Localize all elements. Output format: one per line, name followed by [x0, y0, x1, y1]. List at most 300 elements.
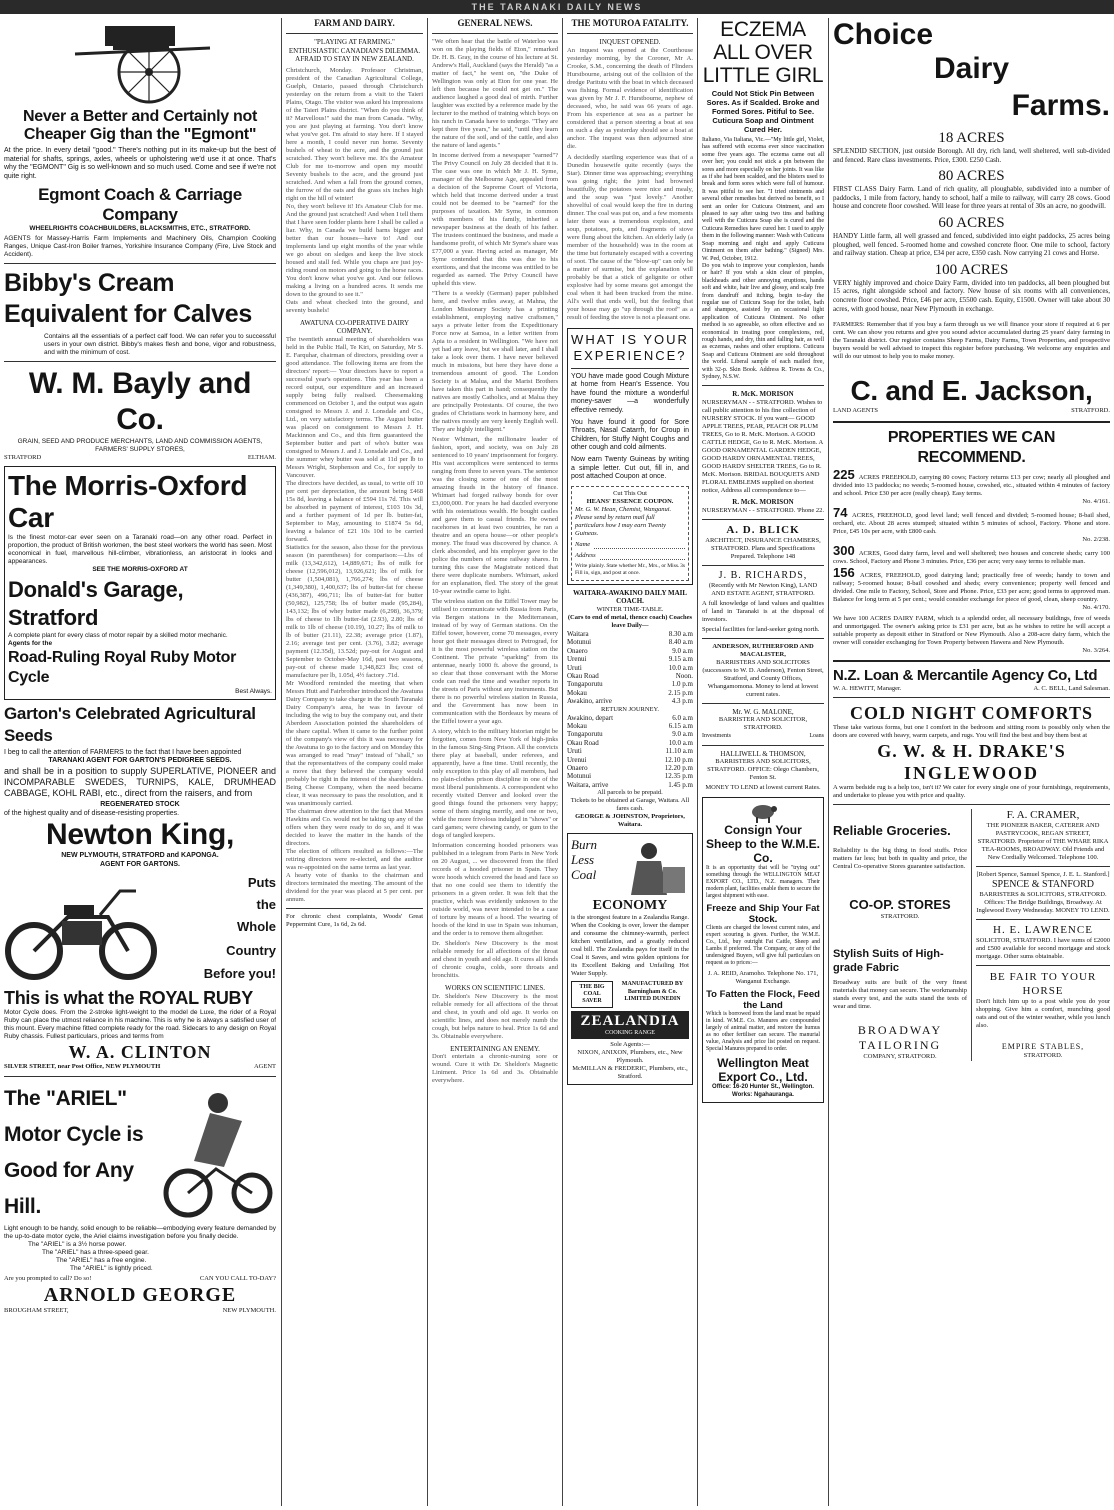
royal-ruby-advert	[4, 871, 276, 987]
timetable-row	[567, 747, 693, 755]
news-paragraph: In income derived from a newspaper "earned"? The Privy Council on July 28 decided that it is. The case was one in which Mr J. H. Syme, manager of the Melbourne Age, appealed from a decision of the Supreme Court of Victoria, which held that income derived under a trust could not be deemed to be "earned" for the purposes of taxation. Mr Syme, in common with members of his family, inherited a newspaper business at the death of his father. The trustees continued the business, and made a handsome profit, of which Mr Syme's share was £77,000 a year. Having acted as manager, Mr Syme contended that this was due to his exertions, and that the income was entitled to be regarded as earned. The Privy Council have upheld this view.	[432, 152, 558, 287]
sheep-icon	[748, 801, 778, 823]
timetable-row	[567, 664, 693, 672]
timetable-row	[567, 764, 693, 772]
fa-body: THE PIONEER BAKER, CATERER AND PASTRYCOOK, REGAN STREET, STRATFORD. Proprietor of THE WHARE RIKA TEA-ROOMS, BROADWAY. Old Friends and New Cordially Welcomed. Telephone 100.	[977, 821, 1109, 861]
clinton-agent: AGENT	[253, 1063, 276, 1071]
ariel-title: The "ARIEL" Motor Cycle is Good for Any Hill.	[4, 1086, 144, 1218]
timetable-row	[567, 697, 693, 705]
property-acres: 74	[833, 504, 853, 520]
timetable-stop: Okau Road	[567, 738, 599, 747]
reid-buyer: J. A. REID, Aramoho. Telephone No. 171, Wanganui Exchange.	[707, 970, 819, 986]
timetable-row	[567, 714, 693, 722]
timetable-stop: Motunui	[567, 772, 592, 781]
clinton-name: W. A. CLINTON	[68, 1042, 212, 1063]
garton-regen: REGENERATED STOCK	[100, 800, 180, 808]
article-paragraph: An inquest was opened at the Courthouse yesterday morning, by the Coroner, Mr A. Crooke, S.M., concerning the death of Flinders Hurstbourne, arising out of the collision of the dredge Paritutu with the boat in which deceased was fishing. Formal evidence of identification was given by Mr J. F. Hurstbourne, nephew of deceased, who, he said was 66 years of age. From his experience at sea as a partner he considered that a person steering a boat at sea on such a day as yesterday should see a boat at anchor. The inquest was then adjourned sine die.	[567, 46, 693, 150]
news-paragraph: Information concerning hooded prisoners was published in a telegram from Paris in New York on 20 August, ... we discovered from the filed records of a hooded prisoner in Spain. They wore hoods which covered the head and face so that no one could see them to identify the prisoners in a given order. It was felt that the practice, which was evidently unknown to the outside world, was never intended to be a case of torture by means of a hood. The wearing of hoods of the kind in use in Spain was inhuman, and the order is to remove them altogether.	[432, 842, 558, 937]
bibby-title: Bibby's Cream Equivalent for Calves	[4, 269, 252, 329]
egmont-name: Egmont Coach & Carriage Company	[38, 185, 242, 225]
article-paragraph: Statistics for the season, also those for the previous season (in parentheses) for comparison:—Lbs of milk (13,342,612), 14,889,671; lbs of milk for cheese (12,596,012), 13,926,621; lbs of milk for butter (1,504,081), 1,766,274; lbs of cheese (1,349,380), 1,400,637; lbs of butter-fat for cheese (436,387), 496,711; lbs of butter-fat for butter (50,982), 125,758; lbs of butter made (95,284), 143,132; lbs of whey butter made (6,298), 36,379; lbs of cheese to 1lb butter-fat (2.93), 2.80; lbs of milk to 1lb of cheese (10.19), 10.27; lbs of milk to lb of butter (21.11), 22.38; average price (1.87), 2.16; average test per cent. (3.76), 3.82; average payment (12.35d), 13.52d; pay-out for August and September to October-May 16d, past two seasons, pay-out of cheese made 1,348,823 lbs; cost of manufacture per lb, 1.05d, 4½ factory .71d.	[286, 543, 423, 679]
article-subheading: ENTHUSIASTIC CANADIAN'S DILEMMA.	[288, 46, 421, 55]
arnold-name: ARNOLD GEORGE	[43, 1284, 237, 1307]
property-acres: 225	[833, 466, 859, 482]
egmont-sub: WHEELRIGHTS COACHBUILDERS, BLACKSMITHS, ETC., STRATFORD.	[29, 225, 251, 233]
what-body: YOU have made good Cough Mixture at home from Hean's Essence. You have found the mixture a wonderful money-saver —a wonderfully effective remedy.	[571, 372, 689, 414]
timetable-row	[567, 689, 693, 697]
donald-agents: Agents for the	[8, 639, 53, 647]
article-paragraph: The twentieth annual meeting of shareholders was held in the Public Hall, Te Kiri, on Saturday, Mr S. E. Farquhar, chairman of directors, presiding over a good attendance. The following items are from the directors' report:— Your directors have to report a successful year's operations. This year has been a record output, our expenditure and an increased supply being fully realised. Cheesemaking commenced on October 1, and the output was again consigned to Messrs J. and J. Lonsdale and Co., Ltd., on very satisfactory terms. The August butter was placed on consignment to Messrs J. H. Mackinnon and Co., and this firm guaranteed the September butter and part of who's butter was consigned to Messrs J. and J. Lonsdale and Co., and the summer whey butter was sold at 11d per lb to Messrs Wright, Stephenson and Co., for supply to Vancouver.	[286, 335, 423, 479]
consign-body: It is an opportunity that will be "trying out" something through the WELLINGTON MEAT EXPORT CO., LTD., N.Z. managers. Their modern plant, facilities enable them to secure the largest shipment with ease.	[706, 865, 820, 900]
royal-ruby-tagline: Road-Ruling Royal Ruby Motor Cycle	[8, 648, 237, 686]
divider	[833, 804, 1110, 805]
arnold-town: NEW PLYMOUTH.	[222, 1307, 276, 1315]
stylish-body: Broadway suits are built of the very finest materials that money can secure. The workmanship stands every test, and the suits stand the tests of wear and time.	[833, 978, 967, 1010]
reliable-body: Reliability is the big thing in food stuffs. Price matters far less; but both in quality and price, the Central Co-operative Stores guarantee satisfaction.	[833, 846, 967, 870]
ariel-model: The "ARIEL" has a free engine.	[56, 1256, 147, 1264]
properties-title: PROPERTIES WE CAN RECOMMEND.	[887, 428, 1056, 466]
wme-title: Wellington Meat Export Co., Ltd.	[717, 1056, 809, 1085]
divider	[833, 697, 1110, 698]
farm-acres: 80 ACRES	[938, 168, 1005, 185]
news-paragraph: Don't entertain a chronic-nursing sore or wound. Cure it with Dr. Sheldon's Magnetic Liniment. Price 1s 6d and 3s. Obtainable everywhere.	[432, 1053, 558, 1085]
coach-foot: Tickets to be obtained at Garage, Waitara. All fares cash.	[570, 797, 690, 813]
newton-towns: NEW PLYMOUTH, STRATFORD and KAPONGA.	[61, 852, 219, 860]
timetable-stop: Onaero	[567, 646, 588, 655]
coop-town: STRATFORD.	[880, 912, 920, 920]
garton-agent: TARANAKI AGENT FOR GARTON'S PEDIGREE SEEDS.	[48, 757, 232, 765]
property-reference: No. 3/264.	[1082, 646, 1110, 654]
blick-body: ARCHITECT, INSURANCE CHAMBERS, STRATFORD. Plans and Specifications Prepared. Telephone 148	[705, 536, 821, 560]
richards-body: A full knowledge of land values and qualities of land in Taranaki is at the disposal of investors.	[702, 599, 824, 623]
news-heading: ENTERTAINING AN ENEMY.	[450, 1044, 540, 1053]
morison-title: R. McK. MORISON	[732, 498, 794, 506]
economy-badge: THE BIG COAL SAVER	[571, 981, 613, 1008]
heans-essence-advert	[567, 328, 693, 585]
timetable-row	[567, 730, 693, 738]
property-listing	[833, 504, 1110, 544]
economy-body: is the strongest feature in a Zealandia Range. When the Cooking is over, lower the damper and consume the chimney-warmth, perfect kitchen ventilation, and a greatly reduced coal bill. The Zealandia pays for itself in the Coal it Saves, and wins golden opinions for its Excellent Baking and Unfailing Hot Water Supply.	[571, 914, 689, 978]
column-1	[4, 18, 276, 1506]
blick-name: A. D. BLICK	[726, 523, 800, 536]
eczema-body: Do you wish to improve your complexion, hands or hair? If you wish a skin clear of pimples, blackheads and other annoying eruptions, hands soft and white, hair live and glossy, and scalp free from dandruff and itching, begin to-day the regular use of Cuticura Soap for the toilet, bath and shampoo, assisted by an occasional light application of Cuticura Ointment. No other method is so agreeable, so often effective and so economical in treating poor complexions, red, rough hands, and dry, thin and falling hair, as well as eczemas, rashes and other eruptions. Cuticura Soap and Cuticura Ointment are sold throughout the world. Liberal sample of each mailed free, with 32-p. Skin Book. Address R. Towns & Co., Sydney, N.S.W.	[702, 262, 824, 380]
arnold-street: BROUGHAM STREET,	[4, 1307, 69, 1315]
ariel-model: The "ARIEL" is lightly priced.	[70, 1264, 153, 1272]
eczema-sub: Could Not Stick Pin Between Sores. As if Scalded. Broke and Formed Sores. Pitiful to See. Cuticura Soap and Ointment Cured Her.	[706, 89, 820, 134]
coupon-address-field[interactable]	[575, 552, 685, 560]
masthead-title: THE TARANAKI DAILY NEWS	[471, 2, 643, 12]
property-listing	[833, 564, 1110, 612]
timetable-time: 9.15 a.m	[668, 655, 693, 664]
article-paragraph: Christchurch, Monday. Professor Christman, president of the Canadian Agricultural College, Guelph, Ontario, passed through Christchurch yesterday on the return from a visit to the Taieri Plains, Otago. The visitor was asked his impressions of the Taieri Plains district. "When do you think of it? Marvellous!" said the man from Canada. "Why, you are just playing at farming. You don't know what you've got. I'm afraid to stay here. If I stayed here a month, I could never run home. Seventy bushels of wheat to the acre, and the ground just scratched. They won't believe me. It's the Amateur Club for me to-morrow and open my mouth! Seventy bushels to the acre, and the ground just scratched. And when a fall from the ground comes, the furrow of the oats and the grass six inches high right on the hill of winter!	[286, 66, 423, 202]
coupon-to: Mr. G. W. Hean, Chemist, Wanganui.	[575, 505, 672, 513]
wme-advert	[702, 797, 824, 1103]
article-paragraph: Mr Woodford reminded the meeting that when Messrs Hutt and Fairbrother introduced the Awatuna Dairy Company to take charge in the South Taranaki Dairy Company's area, he was in favour of including the wig to buy the company out, and their Aberdeen Association pointed the shareholders of the share capital. When it came to the further point of the company's view of this it was necessary for the Awatuna to go to the factory and on Monday this was arranged to read "may" instead of "shall," so that the representatives of the company could make a move that they believed the company would probably be right in the interest of the shareholders. Being Cheese Company, when the need became clear, it was necessary to pass the resolution, and it was unanimously carried.	[286, 679, 423, 807]
bayly-town-eltham: ELTHAM.	[247, 454, 276, 462]
timetable-row	[567, 647, 693, 655]
news-paragraph: "We often hear that the battle of Waterloo was won on the playing fields of Eton," remarked Dr. H. B. Gray, in the course of his lecture at St. Andrew's Hall, Auckland (says the Herald) "as a matter of fact," he went on, "the Duke of Wellington was only at Eton for one year. He left then because he could not get on." The audience laughed a good deal of mirth. Further laughter was excited by a reference made by the lecturer to the method of training which boys on his ranch in Canada have to undergo. "They are kept there five years," he said, "until they learn the nature of the soil, and of the cattle, and also the nature of land agents."	[432, 38, 558, 149]
newton-title: Newton King,	[45, 818, 235, 852]
zealandia-sub: COOKING RANGE	[605, 1030, 655, 1037]
bayly-title: W. M. Bayly and Co.	[28, 367, 252, 437]
stove-figure-icon	[611, 837, 687, 897]
article-heading: "PLAYING AT FARMING."	[314, 38, 395, 46]
timetable-time: Noon.	[675, 671, 693, 680]
empire-stables: EMPIRE STABLES,	[1001, 1041, 1085, 1051]
heans-coupon[interactable]	[571, 486, 689, 581]
timetable-time: 10.0 a.m	[668, 663, 693, 672]
moto-word: Before you!	[203, 966, 276, 982]
horse-body: Don't hitch him up to a post while you do your shopping. Give him a comfort, munching good oats and out of the winter weather, while you lunch also.	[976, 997, 1110, 1029]
morris-donald-advert	[4, 466, 276, 700]
bayly-sub: GRAIN, SEED AND PRODUCE MERCHANTS, LAND AND COMMISSION AGENTS, FARMERS' SUPPLY STORES,	[17, 438, 263, 454]
property-acres: 156	[833, 564, 860, 580]
property-text: 74 ACRES, FREEHOLD, good level land; well fenced and divided; 5-roomed house; 8-bail shed, orchard, etc. About 28 acres stumped; situated within 5 minutes of school, Factory. 'Phone and store. Price, £45 10s per acre, with £800 cash.	[833, 504, 1110, 535]
column-rule	[281, 18, 282, 1506]
garton-body-1: I beg to call the attention of FARMERS to the fact that I have been appointed	[4, 748, 242, 756]
empire-town: STRATFORD.	[1023, 1051, 1063, 1059]
timetable-stop: Okau Road	[567, 671, 599, 680]
reliable-title: Reliable Groceries.	[833, 822, 951, 838]
farm-description: HANDY Little farm, all well grassed and fenced, subdivided into eight paddocks, 25 acres being ploughed, well fenced. 5-roomed home and cowshed concrete floor. One mile to school, factory and railway station. Cheap at price, £34 per acre, £350 cash. Now carrying 21 cows and Horse.	[833, 231, 1110, 258]
bayly-town-stratford: STRATFORD	[4, 454, 42, 462]
farm-description: VERY highly improved and choice Dairy Farm, divided into ten paddocks, all been ploughed but 15 acres, right alongside school and factory. New house of six rooms with all conveniences, concrete floor cowshed. Price, £46 per acre, £5500 cash. Equity, £1500. Owner will take about 30 acres, with good house, near New Plymouth in exchange.	[833, 278, 1110, 313]
moturoa-title: THE MOTUROA FATALITY.	[571, 18, 689, 28]
nz-loan-title: N.Z. Loan & Mercantile Agency Co, Ltd	[833, 666, 1098, 684]
column-3	[432, 18, 558, 1506]
burn-word: Burn	[571, 837, 597, 853]
what-title: WHAT IS YOUR EXPERIENCE?	[571, 331, 689, 363]
divider	[432, 33, 558, 34]
article-paragraph: Oats and wheat checked into the ground, and seventy bushels!	[286, 298, 423, 314]
clinton-address: SILVER STREET, near Post Office, NEW PLYMOUTH	[4, 1063, 161, 1071]
divider	[702, 519, 824, 520]
divider	[702, 565, 824, 566]
coupon-address-label: Address	[575, 551, 596, 559]
property-acres: 300	[833, 542, 859, 558]
divider	[976, 919, 1110, 920]
column-rule	[697, 18, 698, 1506]
donald-body: A complete plant for every class of motor repair by a skilled motor mechanic.	[8, 631, 228, 639]
jackson-town: STRATFORD.	[1071, 407, 1110, 415]
property-listing	[833, 466, 1110, 506]
divider	[976, 965, 1110, 966]
coach-note: (Cars to end of metal, thence coach) Coaches leave Daily—	[567, 613, 693, 629]
timetable-stop: Waitara, arrive	[567, 780, 609, 789]
timetable-stop: Awakino, arrive	[567, 697, 612, 706]
timetable-time: 9.0 a.m	[672, 730, 693, 739]
news-paragraph: The wireless station on the Eiffel Tower may be utilised to communicate with Russia from Paris, via Bergen stations in the Mediterranean, instead of by way of German stations. On the Eiffel tower, however, come 70 messages, every hour got their messages direct to Petrograd, for it is the most powerful wireless station on the Continent. The private "sparking" from its antennae, nearly 1000 ft. above the ground, is so clear that those conversant with the Morse code can read the time and weather reports in the streets of Paris without any instruments. But there is no powerful wireless station in Russia, and the Government has now been in communication with the Bordeaux by means of the Eiffel tower a year ago.	[432, 598, 558, 725]
choice-word: Choice	[833, 18, 934, 51]
timetable-stop: Motunui	[567, 638, 592, 647]
divider	[833, 421, 1110, 423]
timetable-time: 9.0 a.m	[672, 646, 693, 655]
coach-outbound-table	[567, 630, 693, 706]
lawrence-body: SOLICITOR, STRATFORD. I have sums of £2000 and £500 available for second mortgage and stock mortgage. Other sums obtainable.	[976, 936, 1110, 960]
richards-foot: Special facilities for land-seeker going north.	[702, 625, 820, 633]
timetable-row	[567, 630, 693, 638]
farm-acres: 100 ACRES	[934, 261, 1009, 278]
timetable-row	[567, 772, 693, 780]
article-heading: INQUEST OPENED.	[599, 38, 661, 46]
ariel-body: Light enough to be handy, solid enough to be reliable—embodying every feature demanded by the up-to-date motor cycle, the Ariel claims investigation before you finally decide.	[4, 1224, 276, 1240]
morris-see: SEE THE MORRIS-OXFORD AT	[92, 565, 188, 573]
article-footnote: For chronic chest complaints, Woods' Great Peppermint Cure, 1s 6d, 2s 6d.	[286, 912, 423, 928]
what-body: You have found it good for Sore Throats, Nasal Catarrh, for Croup in Children, for Stuffy Night Coughs and other cough and cold ailments.	[571, 418, 689, 452]
divider	[4, 1076, 276, 1077]
moto-word: Whole	[237, 919, 276, 935]
coupon-name-field[interactable]	[575, 541, 685, 549]
jackson-title: C. and E. Jackson,	[850, 375, 1093, 407]
moto-word: Country	[226, 943, 276, 959]
malone-investments: Investments	[702, 733, 731, 740]
property-listing	[833, 615, 1110, 655]
zealandia-brand: ZEALANDIA	[580, 1013, 680, 1030]
article-subheading: AFRAID TO STAY IN NEW ZEALAND.	[295, 55, 414, 64]
timetable-time: 2.15 p.m	[668, 688, 693, 697]
ariel-question-1: Are you prompted to call? Do so!	[4, 1274, 92, 1282]
timetable-time: 10.0 a.m	[668, 738, 693, 747]
morison-title: R. McK. MORISON	[732, 390, 794, 399]
timetable-stop: Urenui	[567, 655, 587, 664]
property-text: 156 ACRES, FREEHOLD, good dairying land; practically free of weeds; handy to town and railway; 5-roomed house; 8-bail cowshed and sheds; every convenience; property well fenced and divided. One mile to Factory, School, Store and Phone. Price, £33 per acre; good terms to approved man. Balance for long term at 5 per cent.; would consider exchange for piece of good, clean, sheep country.	[833, 564, 1110, 603]
masthead-strip	[0, 0, 1114, 14]
property-listing	[833, 542, 1110, 566]
richards-body: (Recently with Mr Newton King), LAND AND ESTATE AGENT, STRATFORD.	[708, 581, 818, 597]
timetable-stop: Onaero	[567, 764, 588, 772]
garton-body-3: of the highest quality and of disease-resisting properties.	[4, 809, 180, 817]
timetable-stop: Mokau	[567, 688, 587, 697]
drake-body: A warm bedside rug is a help too, isn't it? We cater for every single one of your furnishings, requirements, and undertake to please you with price and quality.	[833, 783, 1110, 799]
timetable-stop: Uruti	[567, 663, 582, 672]
divider	[4, 361, 276, 362]
timetable-row	[567, 756, 693, 764]
property-reference: No. 4/170.	[1082, 603, 1110, 611]
ruby-body: Motor Cycle does. From the 2-stroke light-weight to the model de Luxe, the rider of a Royal Ruby can place the utmost reliance in his machine. This is why he is always a satisfied user of this mount. Every machine fitted complete ready for the road. Sidecars to any design on Royal Ruby chassis. Fullest particulars, prices and terms from	[4, 1009, 276, 1041]
stylish-title: Stylish Suits of High-grade Fabric	[833, 947, 944, 974]
property-text: We have 100 ACRES DAIRY FARM, which is a splendid order, all necessary buildings, free of weeds and unmortgaged. The owner's asking price is £31 per acre, but as he wishes to retire he will accept a suitable property as deposit either in Stratford or New Plymouth. Also a 208-acre dairy farm, which the owner will consider exchanging for Town Property between Hawera and New Plymouth.	[833, 614, 1110, 646]
egmont-agents: AGENTS for Massey-Harris Farm Implements and Machinery Oils, Champion Cooking Ranges, Unique Cast-Iron Boiler frames, Yorkshire Insurance Company (Fire, Live Stock and Accident).	[4, 235, 276, 259]
article-paragraph: The chairman drew attention to the fact that Messrs Hawkins and Co. would not be taking up any of the offers when they were ready to do so, and it was decided to leave the matter in the hands of the directors.	[286, 807, 423, 847]
divider	[702, 703, 824, 704]
farm-acres: 18 ACRES	[938, 130, 1005, 146]
divider	[286, 908, 423, 909]
column-rule	[427, 18, 428, 1506]
bibby-body: Contains all the essentials of a perfect calf food. We can refer you to successful users in your own district. Bibby's makes flesh and bone, vigor and robustness, and with the minimum of cost.	[44, 333, 276, 357]
halliwell-title: HALLIWELL & THOMSON,	[720, 749, 806, 758]
timetable-stop: Urenui	[567, 755, 587, 764]
ariel-rider-icon	[154, 1081, 274, 1221]
news-paragraph: A story, which to the military historian might be forgotten, comes from New York of high-jinks in the famous Sing-Sing Prison. All the convicts there play at baseball, under referees, and apparently, have a fine time. Until recently, the only exception to this play of all members, had no plain-clothes prison discipline in one of the most liberal punishments. A correspondent who recently visited Denver and looked over the good things found the prisoners very happy; some of them singing merrily, and one or two, while the more frivolous indulged in "shows" or card games; were chewing candy, or gum to the dogs of tangled keepers.	[432, 728, 558, 839]
divider	[702, 385, 824, 386]
coupon-foot: Write plainly. State whether Mr., Mrs., or Miss. Fill in, sign, and post at once.	[575, 562, 680, 576]
farm-section-title: FARM AND DAIRY.	[314, 18, 395, 28]
eczema-title: ECZEMA ALL OVER LITTLE GIRL	[702, 18, 824, 87]
jackson-land-agents: LAND AGENTS	[833, 407, 878, 415]
fa-title: F. A. CRAMER,	[1006, 808, 1080, 821]
lawrence-title: H. E. LAWRENCE	[993, 923, 1093, 936]
ariel-question-2: CAN YOU CALL TO-DAY?	[199, 1274, 276, 1282]
column-4	[567, 18, 693, 1506]
article-paragraph: A decidedly startling experience was that of a Dunedin housewife quite recently (says the Star). Dinner time was approaching; everything was going right; the joint had browned beautifully, the potatoes were nice and mealy, and the soup was "just lovely." Another shovelful of coal would keep the fire in during dinner. The coal was put on, and a few moments later there was a tremendous explosion, and soup, potatoes, pots, and fragments of stove were flung about the kitchen. An elderly lady (a member of the household) was in the room at the time but fortunately escaped with a covering of soot. The cause of the "blow-up" can only be a matter of surmise, but the explanation will probably be that a stick of gelignite or other explosive had by some means got amongst the coal when it had been trucked from the mine. All's well that ends well, but the feeling that your house may go "up through the roof" as a result of feeding the stove is not a pleasant one.	[567, 153, 693, 321]
freeze-title: Freeze and Ship Your Fat Stock.	[706, 903, 820, 926]
gig-headline: Never a Better and Certainly not Cheaper Gig than the "Egmont"	[22, 108, 258, 143]
timetable-time: 1.45 p.m	[668, 780, 693, 789]
eczema-body: Italiano, Via Italiana, Vic.—"My little girl, Violet, has suffered with eczema ever since vaccination some five years ago. The eczema came out all over her; you could not stick a pin between the sores and more especially on her joints. It was like as if she had been scalded, and the blisters used to break and form sores which were full of humour. It was pitiful to see her. "I tried ointments and several other remedies but derived no benefit, so I sent an order for Cuticura Ointment, and am pleased to say after using two tins and bathing well with the Cuticura Soap she is cured and the Cuticura Remedies have cured her. I used to apply them in the following manner: Wash with Cuticura Soap morning and night and apply Cuticura Ointment on them after bathing." (Signed) Mrs. W. Ped, October, 1912.	[702, 137, 824, 262]
broadway-tailoring: TAILORING	[858, 1037, 942, 1052]
economy-title: ECONOMY	[592, 898, 668, 914]
nz-loan-manager: W. A. HEWITT, Manager.	[833, 684, 902, 692]
morison-body: NURSERYMAN - - STRATFORD. Wishes to call public attention to his fine collection of NURSERY STOCK. If you want— GOOD APPLE TREES, PEAR, PEACH OR PLUM TREES, Go to R. McK. Morison. A GOOD CATTLE HEDGE, Go to R. McK. Morison. A GOOD ORNAMENTAL GARDEN HEDGE, GOOD HARDY ORNAMENTAL TREES, GOOD HARDY SHELTER TREES, Go to R. McK. Morison. BRIDAL BOUQUETS AND FLORAL EMBLEMS supplied on shortest notice, Address all correspondence to—	[702, 399, 823, 494]
property-reference: No. 4/161.	[1082, 497, 1110, 505]
article-paragraph: The election of officers resulted as follows:—The retiring directors were re-elected, and the auditor was re-appointed on the same terms as last year.	[286, 847, 423, 871]
coupon-name-label: Name	[575, 540, 591, 548]
timetable-row	[567, 680, 693, 688]
column-5	[702, 18, 824, 1506]
article-paragraph: No, they won't believe it! It's Amateur Club for me. And the ground just scratched! And when I tell them that I have seen fodder plants here I shall be called a liar. Why, in Canada we build barns bigger and better than our houses—have to! And our implements land up eight months of the year while we go about on sledges and keep the live stock housed and stall fed. While you chaps are just joy-riding round on motors and going to the horse races. You don't know what you've got. And our fellows making a living on a hundred acres. It sends me down to the ground to see it."	[286, 202, 423, 298]
timetable-stop: Tongaporutu	[567, 730, 603, 739]
coupon-title: HEANS' ESSENCE COUPON.	[586, 497, 674, 505]
halliwell-foot: MONEY TO LEND at lowest current Rates.	[705, 784, 821, 792]
farm-description: SPLENDID SECTION, just outside Borough. All dry, rich land, well sheltered, well sub-divided and fenced. Rare class investments. Price, £300. £250 Cash.	[833, 147, 1110, 164]
timetable-stop: Waitara	[567, 629, 589, 638]
consign-title: Consign Your Sheep to the W.M.E. Co.	[706, 823, 821, 866]
column-rule	[562, 18, 563, 1506]
ariel-model: The "ARIEL" is a 3½ horse power.	[28, 1240, 127, 1248]
agents-line: NIXON, ANIXON, Plumbers, etc., New Plymouth.	[577, 1049, 683, 1065]
gig-carriage-icon	[65, 18, 215, 106]
fatten-title: To Fatten the Flock, Feed the Land	[706, 989, 820, 1012]
moto-word: Puts	[247, 875, 276, 891]
horse-title: BE FAIR TO YOUR HORSE	[989, 970, 1097, 997]
garton-body-2: and shall be in a position to supply SUPERLATIVE, PIONEER and INCOMPARABLE SWEDES, TURNIPS, KALE, DRUMHEAD CABBAGE, KOHL RABI, etc., direct from the raisers, and from	[4, 765, 276, 798]
ariel-advert	[4, 1081, 276, 1225]
news-heading: WORKS ON SCIENTIFIC LINES.	[445, 984, 545, 992]
ruby-title: This is what the ROYAL RUBY	[4, 988, 253, 1009]
timetable-time: 12.35 p.m	[664, 772, 693, 781]
coupon-request: Please send by return mail full particulars how I may earn Twenty Guineas.	[575, 513, 667, 537]
properties-list	[833, 466, 1110, 655]
divider	[833, 660, 1110, 662]
drake-town: INGLEWOOD	[903, 762, 1040, 783]
cold-night-body: These take various forms, but one I comfort in the bedroom and sitting room is possibly only when the doors are covered with heavy, warm carpets, and rugs. You will find the best and buy them best at	[833, 723, 1110, 739]
anderson-body: BARRISTERS AND SOLICITORS (successors to W. D. Anderson), Fenton Street, Stratford, and County Offices, Whangamomona. Money to lend at lowest current rates.	[702, 658, 824, 698]
anderson-title: ANDERSON, RUTHERFORD AND MACALISTER,	[712, 642, 814, 658]
divider	[4, 263, 276, 264]
what-body: Now earn Twenty Guineas by writing a simple letter. Cut out, fill in, and post attached Coupon at once.	[571, 455, 689, 481]
morris-title: The Morris-Oxford Car	[8, 469, 248, 533]
coupon-cut: Cut This Out	[613, 489, 647, 497]
timetable-time: 1.0 p.m	[671, 680, 693, 689]
malone-body: BARRISTER AND SOLICITOR, STRATFORD.	[718, 716, 808, 732]
malone-loans: Loans	[809, 733, 824, 740]
zealandia-advert	[567, 833, 693, 1085]
farm-description: FIRST CLASS Dairy Farm. Land of rich quality, all ploughable, subdivided into a number of paddocks, 1 mile from factory, handy to school, half a mile to railway, will carry 28 cows. Good house and concrete floor cowshed. Will lease for three years at rental of 30s an acre, no goodwill.	[833, 185, 1110, 211]
economy-maker: MANUFACTURED BY Barningham & Co. LIMITED DUNEDIN	[621, 981, 684, 1003]
dairy-word: Dairy	[933, 52, 1010, 85]
morison-body: NURSERYMAN - - STRATFORD. 'Phone 22.	[702, 506, 824, 514]
column-rule	[828, 18, 829, 1506]
timetable-row	[567, 781, 693, 789]
column-2	[286, 18, 423, 1506]
timetable-time: 12.20 p.m	[664, 764, 693, 772]
timetable-time: 8.40 a.m	[668, 638, 693, 647]
news-paragraph: "There is a weekly (German) paper published here, and twelve miles away, at Mahna, the London Missionary Society has a printing establishment, employing native craftsmen," says a private letter from the Expeditionary Force now at Samoa, in a letter written from Apia to a resident in Wellington. "We have not yet had any leave, but we shall later, and I shall take a look over them. I have never believed much in missions, but here they have done a tremendous amount of good. The London Society is at Malua, and the Marist Brothers have taken this part in hand; consequently the natives are mostly Catholics, and at Malua they are principally Protestants. Of course, the two grades of Christians work in harmony here, and the natives mostly are very keenly English well. They are highly intelligent."	[432, 290, 558, 433]
drake-title: G. W. & H. DRAKE'S	[877, 740, 1066, 761]
lower-adverts	[833, 809, 1110, 1061]
article-paragraph: The directors have decided, as usual, to write off 10 per cent per depreciation, the amount being £468 15s 8d, leaving a balance of £594 11s 7d. This will be absorbed in payment of interest, £103 10s 3d, and a further payment of 1d per lb. butter-fat, September to May, amounting to £1874 5s 6d, leaving a balance of £21 10s 10d to be carried forward.	[286, 479, 423, 543]
gig-body: At the price. In every detail "good." There's nothing put in its make-up but the best of material for shafts, springs, axles, wheels or upholstering we'd use it at once. That's why the "EGMONT" Gig is so well-known and so much used. Come and see if we're not quite right.	[4, 147, 276, 180]
news-paragraph: Nestor Whimart, the millionaire leader of fashion, sport, and society, was on July 28 sentenced to 10 years' imprisonment for forgery. His vast accomplices were sentenced to terms ranging from three to seven years. The sentence was the closing scene of one of the most amazing frauds in the history of finance. Whimart had forged railway bonds for over £3,000,000. For years he had dazzled everyone with his ostentatious wealth. He bought castles and gave them to casual friends. He owned racehorses in at least two countries, he ran a theatre and an opera house—or other people's money. The fraud was discovered by chance. A clerk absconded, and his employer gave to the police the numbers of some railway shares. In turning this case the Magistrate noticed that there were duplicate numbers. Whimart, asked for an explanation, fled. The story of the great 10-year swindle came to light.	[432, 436, 558, 595]
timetable-time: 6.15 a.m	[668, 721, 693, 730]
farm-acres: 60 ACRES	[938, 214, 1005, 231]
timetable-stop: Mokau	[567, 721, 587, 730]
timetable-stop: Uruti	[567, 747, 582, 756]
timetable-time: 6.0 a.m	[672, 713, 693, 722]
news-paragraph: Dr. Sheldon's New Discovery is the most reliable remedy for all affections of the throat and chest, in youth and old age. It works on scientific lines, and does not merely numb the cough, but helps nature to heal. Price 1s 6d and 3s. Obtainable everywhere.	[432, 992, 558, 1040]
donald-foot: Best Always.	[235, 687, 272, 695]
property-text: 300 ACRES, Good dairy farm, level and well sheltered; two houses and concrete sheds; carry 100 cows. School, Factory and Phone 3 minutes. Price, £36 per acre; very easy terms to reliable man.	[833, 542, 1110, 565]
garton-title: Garton's Celebrated Agricultural Seeds	[4, 703, 256, 745]
farmers-notice: FARMERS: Remember that if you buy a farm through us we will finance your store if required at 6 per cent. We can show you returns and give you sound advice accumulated during 25 years' dairy farming in the Taranaki district. Our register contains Sheep Farms, Dairy Farms, Town Properties, and prospective buyers would be well advised to inspect this register before purchasing. We welcome any enquiries and will do our utmost to help you to make money.	[833, 321, 1110, 361]
spence-title: SPENCE & STANFORD	[992, 878, 1094, 890]
farms-word: Farms.	[1011, 89, 1110, 122]
timetable-time: 8.30 a.m	[668, 629, 693, 638]
freeze-body: Clients are charged the lowest current rates, and expert scouring is given. Further, the W.M.E. Co., Ltd., buy outright Fat Cattle, Sheep and Lambs if preferred. The Company, or any of the undersigned Buyers, will give full particulars on request as to prices:—	[706, 925, 820, 967]
coupon-number: 3s	[680, 562, 685, 569]
timetable-stop: Awakino, depart	[567, 713, 614, 722]
less-word: Less	[571, 852, 595, 868]
coach-foot: All parcels to be prepaid.	[597, 789, 663, 797]
timetable-row	[567, 672, 693, 680]
divider	[702, 745, 824, 746]
wme-address: Office: 16-20 Hunter St., Wellington. Works: Ngahauranga.	[712, 1084, 814, 1098]
malone-name: Mr. W. G. MALONE,	[732, 707, 794, 716]
coal-word: Coal	[571, 867, 597, 883]
richards-name: J. B. RICHARDS,	[718, 569, 808, 581]
broadway-name: BROADWAY	[857, 1022, 943, 1037]
timetable-time: 11.10 a.m	[665, 747, 693, 756]
cold-night-title: COLD NIGHT COMFORTS	[849, 702, 1094, 723]
timetable-row	[567, 638, 693, 646]
spence-body: BARRISTERS & SOLICITORS, STRATFORD. Offices: The Bridge Buildings, Broadway. At Inglewood Every Wednesday. MONEY TO LEND.	[976, 890, 1110, 914]
coach-return-table	[567, 714, 693, 790]
halliwell-body: BARRISTERS AND SOLICITORS, STRATFORD. OFFICE: Olego Chambers, Fenton St.	[707, 758, 819, 782]
column-6	[833, 18, 1110, 1506]
morris-body: Is the finest motor-car ever seen on a Taranaki road—on any other road. Perfect in proportion, the product of British workmen, the best steel workers the world has seen. Most economical in fuel, marvellous hill-climber, vibrationless, an aristocrat in looks and appearances.	[8, 533, 272, 565]
timetable-row	[567, 655, 693, 663]
coach-subtitle: WINTER TIME-TABLE.	[596, 605, 664, 613]
property-reference: No. 2/238.	[1082, 535, 1110, 543]
nz-loan-salesman: A. C. BELL, Land Salesman.	[1033, 684, 1110, 692]
general-news-title: GENERAL NEWS.	[457, 18, 533, 28]
divider	[567, 33, 693, 34]
news-paragraph: Dr. Sheldon's New Discovery is the most reliable remedy for all affections of the throat and chest in youth and old age. It cures all kinds of chronic coughs, colds, sore throats and bronchitis.	[432, 940, 558, 979]
fatten-body: Which is borrowed from the land must be repaid in kind. W.M.E. Co. Manures are compounded largely of animal matter, and restore the humus as no other fertiliser can secure. The manurial value, Analysis and price list posted on request. Special Manures prepared to order.	[706, 1011, 820, 1053]
coach-title: WAITARA-AWAKINO DAILY MAIL COACH.	[572, 588, 688, 606]
donald-title: Donald's Garage, Stratford	[8, 576, 184, 630]
property-text: 225 ACRES FREEHOLD, carrying 80 cows; Factory returns £13 per cow; nearly all ploughed and divided into 13 paddocks; no weeds; 5-roomed house, cowshed, etc., situated within 4 minutes of factory and school. Price £30 per acre (really cheap). Easy terms.	[833, 466, 1110, 497]
spence-note: [Robert Spence, Samuel Spence, J. E. L. Stanford.]	[976, 870, 1110, 878]
timetable-time: 12.10 p.m	[664, 755, 693, 764]
timetable-row	[567, 739, 693, 747]
newton-agent: AGENT FOR GARTONS.	[100, 860, 180, 868]
divider	[571, 368, 689, 369]
timetable-stop: Tongaporutu	[567, 680, 603, 689]
motorcycle-icon	[4, 871, 160, 987]
coop-title: CO-OP. STORES	[849, 896, 951, 912]
agents-line: McMILLAN & FREDERIC, Plumbers, etc., Stratford.	[572, 1065, 688, 1081]
